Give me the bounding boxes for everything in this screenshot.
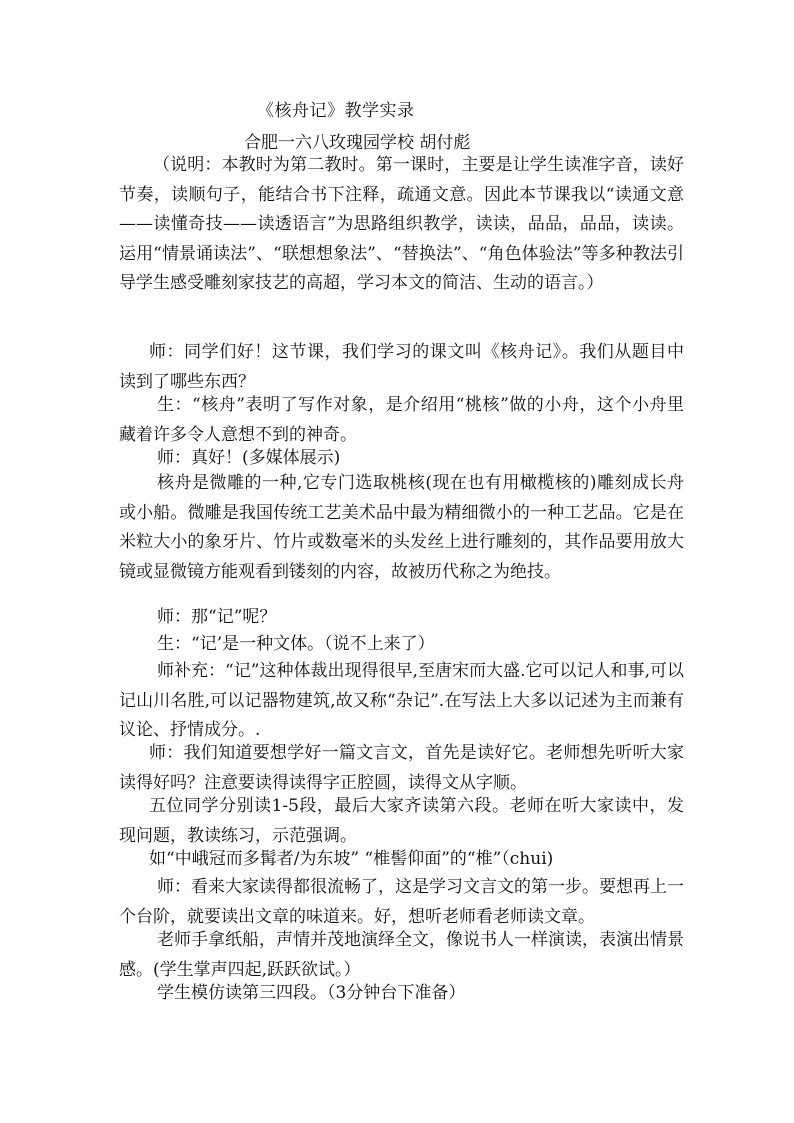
document-title: 《核舟记》教学实录 (257, 101, 415, 121)
dialogue-paragraph: 师：真好！(多媒体展示) (157, 448, 341, 468)
dialogue-paragraph: 师：那“记”呢？ (157, 607, 277, 627)
dialogue-paragraph: 师：我们知道要想学好一篇文言文，首先是读好它。老师想先听听大家读得好吗？注意要读得读得字正腔圆，读得文从字顺。 (119, 743, 684, 793)
dialogue-paragraph: 师：同学们好！这节课，我们学习的课文叫《核舟记》。我们从题目中读到了哪些东西？ (119, 342, 684, 392)
teacher-supplement-paragraph: 师补充：“记”这种体裁出现得很早,至唐宋而大盛.它可以记人和事,可以记山川名胜,可以记器物建筑,故又称“杂记”.在写法上大多以记述为主而兼有议论、抒情成分。. (119, 661, 684, 740)
activity-paragraph: 学生模仿读第三四段。（3分钟台下准备） (157, 983, 466, 1003)
dialogue-paragraph: 师：看来大家读得都很流畅了，这是学习文言文的第一步。要想再上一个台阶，就要读出文章的味道来。好，想听老师看老师读文章。 (119, 877, 684, 927)
example-paragraph: 如“中峨冠而多髯者/为东坡” “椎髻仰面”的“椎”（chui) (149, 849, 554, 869)
author-line: 合肥一六八玫瑰园学校 胡付彪 (244, 133, 471, 153)
dialogue-paragraph: 生：“记’是一种文体。（说不上来了） (157, 634, 435, 654)
activity-paragraph: 五位同学分别读1-5段，最后大家齐读第六段。老师在听大家读中，发现问题，教读练习，示范强调。 (119, 796, 684, 846)
intro-note-paragraph: （说明：本教时为第二教时。第一课时，主要是让学生读准字音，读好节奏，读顺句子，能结合书下注释，疏通文意。因此本节课我以“读通文意——读懂奇技——读透语言”为思路组织教学，读读，品品，品品，读读。运用“情景诵读法”、“联想想象法”、“替换法”、“角色体验法”等多种教法引导学生感受雕刻家技艺的高超，学习本文的简洁、生动的语言。） (119, 155, 684, 293)
teacher-reading-paragraph: 老师手拿纸船，声情并茂地演绎全文，像说书人一样演读，表演出情景感。(学生掌声四起,跃跃欲试。） (119, 930, 684, 980)
multimedia-display-paragraph: 核舟是微雕的一种,它专门选取桃核(现在也有用橄榄核的)雕刻成长舟或小船。微雕是我国传统工艺美术品中最为精细微小的一种工艺品。它是在米粒大小的象牙片、竹片或数毫米的头发丝上进行雕刻的，其作品要用放大镜或显微镜方能观看到镂刻的内容，故被历代称之为绝技。 (119, 473, 684, 582)
dialogue-paragraph: 生：“核舟”表明了写作对象，是介绍用“桃核”做的小舟，这个小舟里藏着许多令人意想不到的神奇。 (119, 395, 684, 445)
